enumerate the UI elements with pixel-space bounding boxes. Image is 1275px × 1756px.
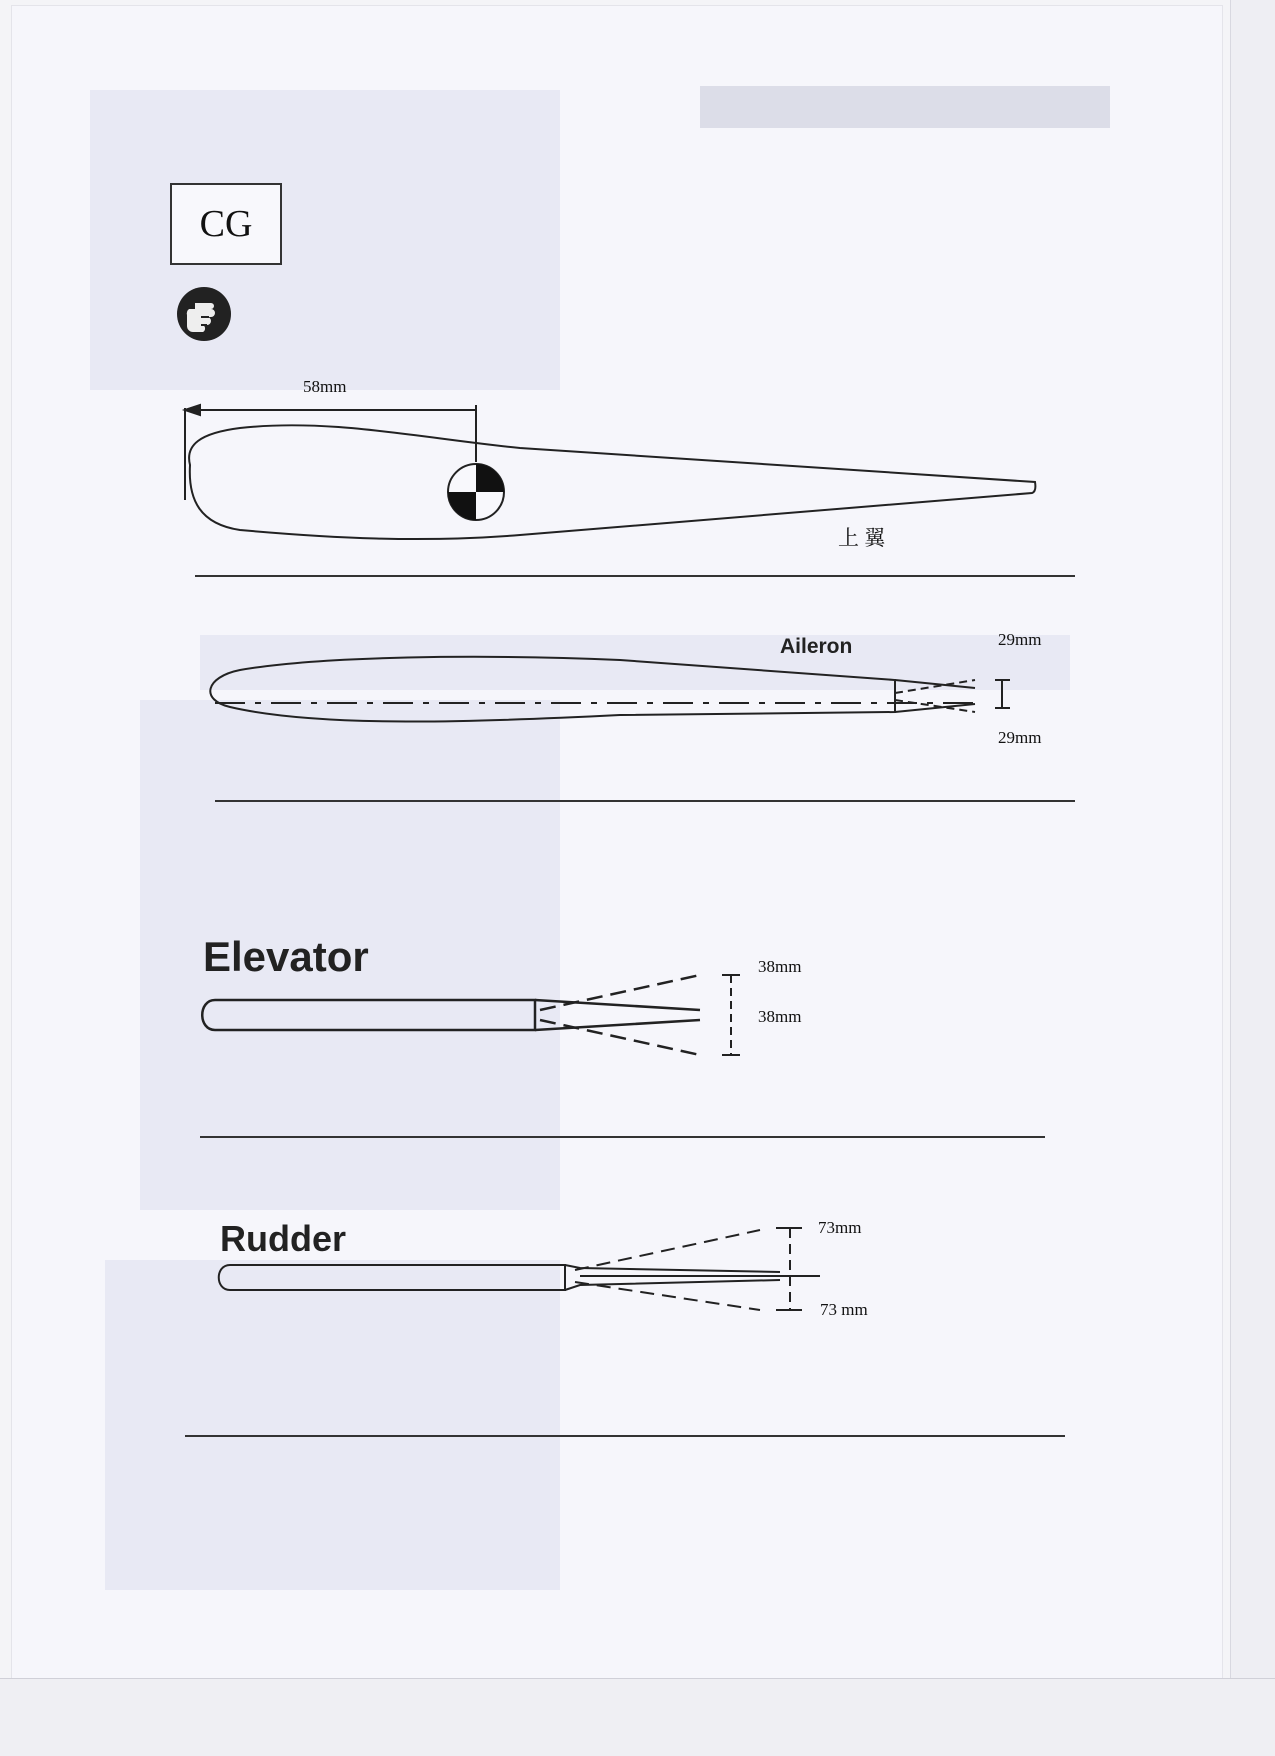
aileron-profile: [210, 657, 1010, 722]
rudder-title: Rudder: [220, 1218, 346, 1259]
elevator-down-throw: 38mm: [758, 1007, 802, 1026]
wing-airfoil: [185, 405, 1035, 539]
section-divider: [215, 800, 1075, 802]
elevator-profile: [202, 975, 740, 1055]
aileron-title: Aileron: [780, 635, 853, 658]
cg-dimension-label: 58mm: [303, 377, 347, 396]
wing-label: 上 翼: [838, 526, 886, 550]
elevator-title: Elevator: [203, 933, 369, 980]
aileron-up-throw: 29mm: [998, 630, 1042, 649]
elevator-up-throw: 38mm: [758, 957, 802, 976]
section-divider: [200, 1136, 1045, 1138]
section-divider: [195, 575, 1075, 577]
cg-marker-icon: [448, 464, 504, 520]
aileron-down-throw: 29mm: [998, 728, 1042, 747]
rudder-right-throw: 73 mm: [820, 1300, 868, 1319]
rudder-left-throw: 73mm: [818, 1218, 862, 1237]
section-divider: [185, 1435, 1065, 1437]
cg-label: CG: [199, 203, 253, 245]
